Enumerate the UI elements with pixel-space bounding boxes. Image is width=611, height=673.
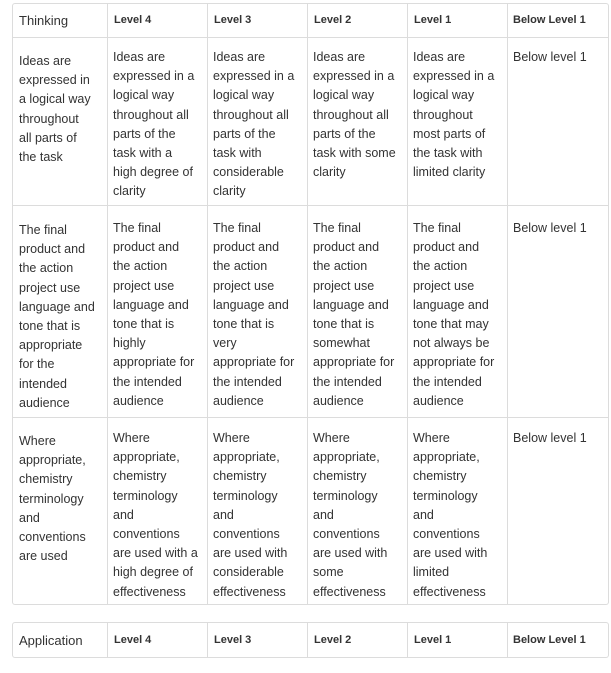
level-1-cell: Ideas are expressed in a logical way throughout most parts of the task with limited clarity [413, 50, 495, 180]
level-4-cell: Ideas are expressed in a logical way throughout all parts of the task with a high degree of clarity [113, 50, 195, 199]
level-1-cell: The final product and the action project use language and tone that may not always be appropriate for the intended audience [413, 221, 495, 408]
level-header: Level 2 [314, 14, 352, 26]
level-3-cell: Ideas are expressed in a logical way throughout all parts of the task with considerable clarity [213, 50, 295, 199]
criterion-cell: Where appropriate, chemistry terminology and conventions are used [19, 434, 86, 564]
below-level-1-cell: Below level 1 [513, 50, 587, 64]
table-row [13, 38, 608, 206]
level-header: Level 1 [414, 634, 452, 646]
table-header-row [13, 4, 608, 38]
below-level-1-cell: Below level 1 [513, 221, 587, 235]
category-label: Application [19, 633, 83, 648]
level-header: Level 3 [214, 14, 252, 26]
level-2-cell: The final product and the action project use language and tone that is somewhat appropriate for the intended audience [313, 221, 395, 408]
category-label: Thinking [19, 13, 69, 28]
level-3-cell: Where appropriate, chemistry terminology and conventions are used with considerable effectiveness [213, 431, 288, 599]
table-row [13, 206, 608, 418]
criterion-cell: The final product and the action project use language and tone that is appropriate for the intended audience [19, 223, 95, 410]
level-header: Level 4 [114, 634, 152, 646]
thinking-rubric-table [12, 3, 609, 605]
level-header: Level 2 [314, 634, 352, 646]
level-3-cell: The final product and the action project use language and tone that is very appropriate for the intended audience [213, 221, 295, 408]
level-1-cell: Where appropriate, chemistry terminology and conventions are used with limited effectiveness [413, 431, 488, 599]
criterion-cell: Ideas are expressed in a logical way throughout all parts of the task [19, 54, 91, 165]
level-2-cell: Where appropriate, chemistry terminology and conventions are used with some effectiveness [313, 431, 388, 599]
level-4-cell: The final product and the action project use language and tone that is highly appropriate for the intended audience [113, 221, 195, 408]
level-header: Level 1 [414, 14, 452, 26]
level-header: Level 4 [114, 14, 152, 26]
level-4-cell: Where appropriate, chemistry terminology and conventions are used with a high degree of effectiveness [113, 431, 198, 599]
table-header-row [13, 623, 608, 657]
level-header: Level 3 [214, 634, 252, 646]
level-2-cell: Ideas are expressed in a logical way throughout all parts of the task with some clarity [313, 50, 396, 180]
application-rubric-table [12, 622, 609, 658]
table-row [13, 418, 608, 604]
level-header: Below Level 1 [513, 634, 586, 646]
level-header: Below Level 1 [513, 14, 586, 26]
below-level-1-cell: Below level 1 [513, 431, 587, 445]
